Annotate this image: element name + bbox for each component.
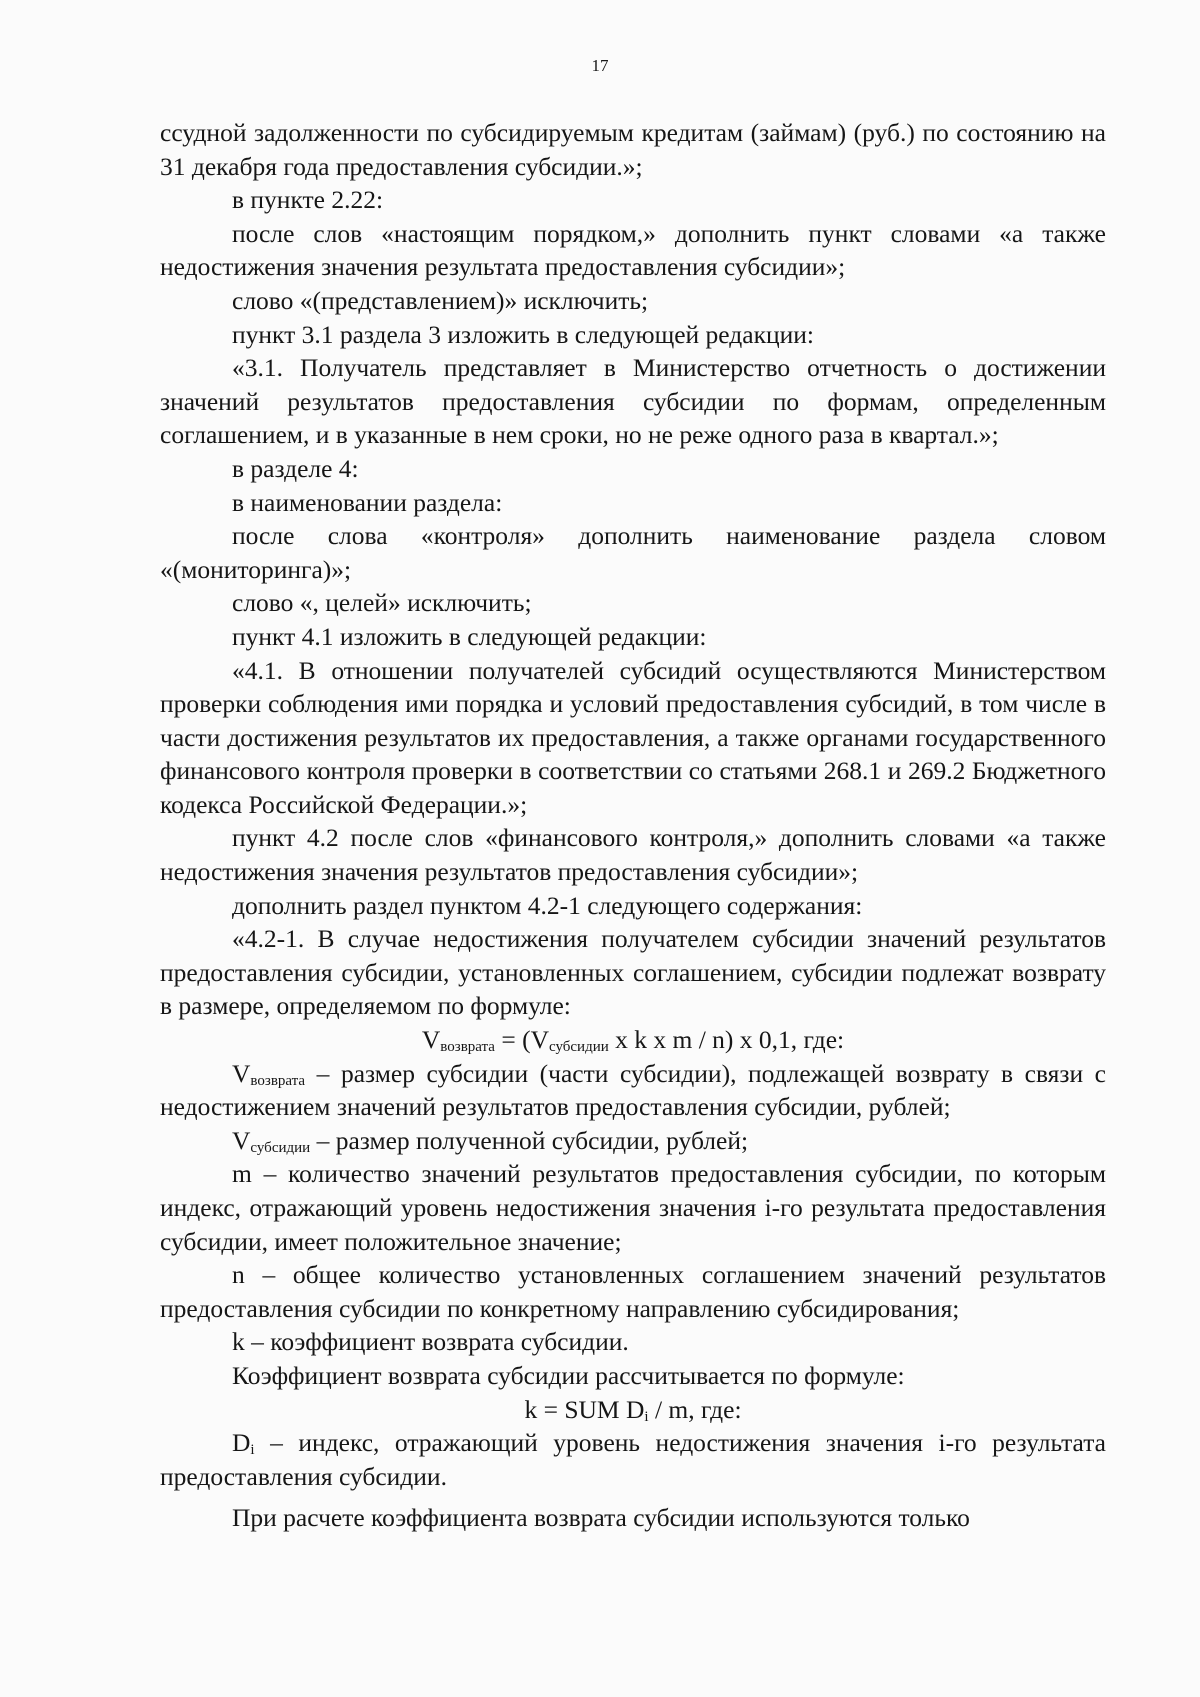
paragraph: после слова «контроля» дополнить наименование раздела словом «(мониторинга)»; bbox=[160, 521, 1106, 584]
page-number: 17 bbox=[591, 56, 609, 75]
definition-subscript: возврата bbox=[250, 1072, 306, 1089]
paragraph: в наименовании раздела: bbox=[232, 487, 503, 517]
paragraph: k – коэффициент возврата субсидии. bbox=[232, 1327, 629, 1357]
paragraph: n – общее количество установленных соглашением значений результатов предоставления субсидии по конкретному направлению субсидирования; bbox=[160, 1260, 1106, 1323]
definition-text: – размер полученной субсидии, рублей; bbox=[310, 1125, 749, 1155]
definition-text: – индекс, отражающий уровень недостижения значения i-го результата предоставления субсидии. bbox=[160, 1428, 1106, 1491]
paragraph: после слов «настоящим порядком,» дополнить пункт словами «а также недостижения значения результата предоставления субсидии»; bbox=[160, 218, 1106, 282]
definition-subscript: субсидии bbox=[250, 1139, 311, 1156]
paragraph: в разделе 4: bbox=[232, 453, 359, 483]
formula-subscript: i bbox=[644, 1408, 649, 1425]
formula-text: / m, где: bbox=[648, 1394, 742, 1424]
paragraph: ссудной задолженности по субсидируемым кредитам (займам) (руб.) по состоянию на 31 декабря года предоставления субсидии.»; bbox=[160, 118, 1106, 181]
definition-text: – размер субсидии (части субсидии), подлежащей возврату в связи с недостижением значений результатов предоставления субсидии, рублей; bbox=[160, 1058, 1106, 1122]
paragraph: слово «, целей» исключить; bbox=[232, 588, 532, 618]
paragraph: «4.2-1. В случае недостижения получателем субсидии значений результатов предоставления субсидии, установленных соглашением, субсидии подлежат возврату в размере, определяемом по формуле: bbox=[160, 924, 1106, 1021]
document-body bbox=[160, 116, 1106, 1535]
paragraph: Коэффициент возврата субсидии рассчитывается по формуле: bbox=[232, 1360, 905, 1390]
definition-symbol: V bbox=[232, 1058, 251, 1088]
paragraph: в пункте 2.22: bbox=[232, 185, 384, 215]
definition-v-vozvrata bbox=[160, 1057, 1106, 1124]
formula-symbol: V bbox=[421, 1025, 441, 1055]
paragraph: пункт 3.1 раздела 3 изложить в следующей редакции: bbox=[232, 319, 814, 349]
definition-di bbox=[160, 1426, 1106, 1493]
paragraph: «3.1. Получатель представляет в Министерство отчетность о достижении значений результатов предоставления субсидии по формам, определенным соглашением, и в указанные в нем сроки, но не реже одного раза в квартал.»; bbox=[160, 353, 1106, 450]
paragraph: слово «(представлением)» исключить; bbox=[232, 285, 649, 315]
definition-subscript: i bbox=[250, 1442, 255, 1459]
paragraph: пункт 4.1 изложить в следующей редакции: bbox=[232, 621, 707, 651]
formula-subscript: субсидии bbox=[549, 1039, 609, 1056]
definition-v-subsidii bbox=[160, 1124, 1106, 1158]
paragraph: «4.1. В отношении получателей субсидий осуществляются Министерством проверки соблюдения ими порядка и условий предоставления субсидий, в том числе в части достижения результатов их предоставления, а также органами государственного финансового контроля проверки в соответствии со статьями 268.1 и 269.2 Бюджетного кодекса Российской Федерации.»; bbox=[160, 655, 1106, 819]
paragraph: пункт 4.2 после слов «финансового контроля,» дополнить словами «а также недостижения значения результатов предоставления субсидии»; bbox=[160, 823, 1106, 887]
formula-subscript: возврата bbox=[440, 1039, 495, 1056]
definition-symbol: V bbox=[232, 1125, 251, 1155]
paragraph: m – количество значений результатов предоставления субсидии, по которым индекс, отражающий уровень недостижения значения i-го результата предоставления субсидии, имеет положительное значение; bbox=[160, 1159, 1106, 1256]
formula-text: x k x m / n) x 0,1, где: bbox=[608, 1025, 845, 1055]
paragraph: дополнить раздел пунктом 4.2-1 следующего содержания: bbox=[232, 890, 863, 920]
definition-symbol: D bbox=[232, 1428, 251, 1458]
formula-k bbox=[160, 1393, 1106, 1427]
paragraph: При расчете коэффициента возврата субсидии используются только bbox=[232, 1503, 970, 1533]
formula-v-vozvrata bbox=[160, 1023, 1106, 1057]
formula-text: k = SUM D bbox=[524, 1394, 645, 1424]
formula-text: = (V bbox=[494, 1025, 549, 1055]
